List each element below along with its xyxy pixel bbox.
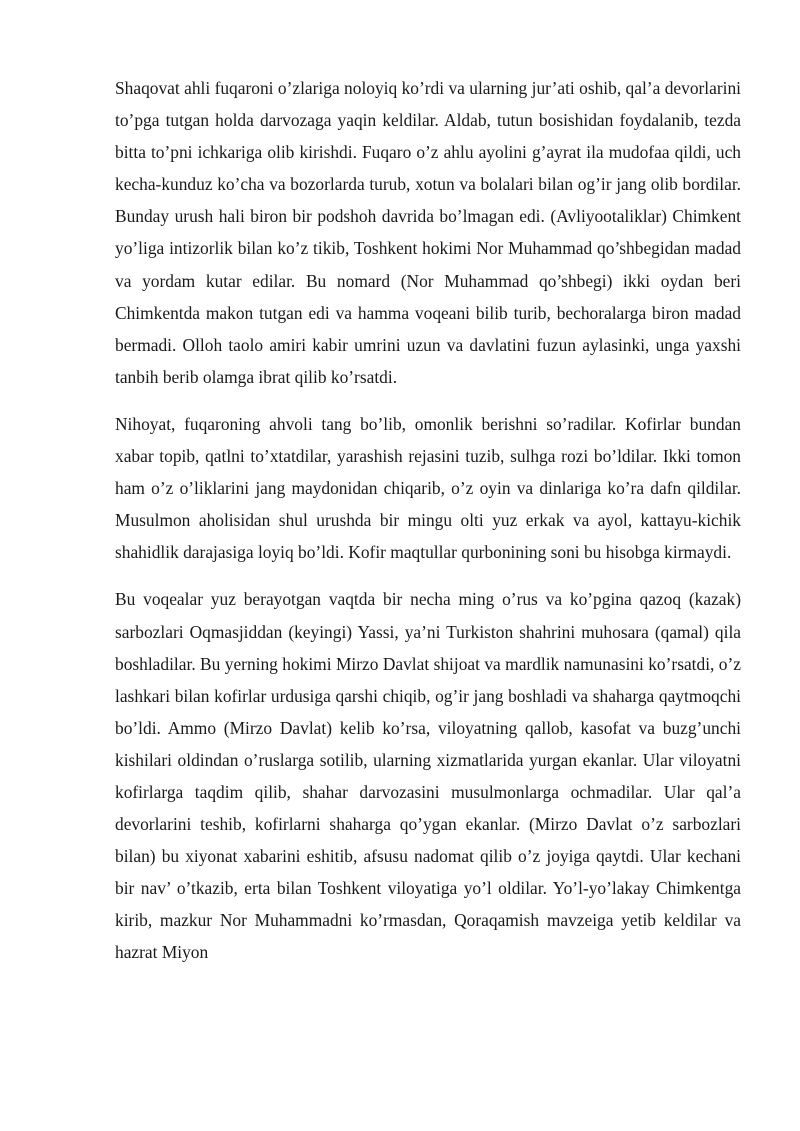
paragraph-1: Shaqovat ahli fuqaroni o’zlariga noloyiq ko’rdi va ularning jur’ati oshib, qal’a devorlarini to’pga tutgan holda darvozaga yaqin keldilar. Aldab, tutun bosishidan foydalanib, tezda bitta to’pni ichkariga olib kirishdi. Fuqaro o’z ahlu ayolini g’ayrat ila mudofaa qildi, uch kecha-kunduz ko’cha va bozorlarda turub, xotun va bolalari bilan og’ir jang olib bordilar. Bunday urush hali biron bir podshoh davrida bo’lmagan edi. (Avliyootaliklar) Chimkent yo’liga intizorlik bilan ko’z tikib, Toshkent hokimi Nor Muhammad qo’shbegidan madad va yordam kutar edilar. Bu nomard (Nor Muhammad qo’shbegi) ikki oydan beri Chimkentda makon tutgan edi va hamma voqeani bilib turib, bechoralarga biron madad bermadi. Olloh taolo amiri kabir umrini uzun va davlatini fuzun aylasinki, unga yaxshi tanbih berib olamga ibrat qilib ko’rsatdi. [115, 78, 741, 387]
paragraph-2: Nihoyat, fuqaroning ahvoli tang bo’lib, omonlik berishni so’radilar. Kofirlar bundan xabar topib, qatlni to’xtatdilar, yarashish rejasini tuzib, sulhga rozi bo’ldilar. Ikki tomon ham o’z o’liklarini jang maydonidan chiqarib, o’z oyin va dinlariga ko’ra dafn qildilar. Musulmon aholisidan shul urushda bir mingu olti yuz erkak va ayol, kattayu-kichik shahidlik darajasiga loyiq bo’ldi. Kofir maqtullar qurbonining soni bu hisobga kirmaydi. [115, 413, 741, 563]
document-body [115, 72, 741, 984]
paragraph-3: Bu voqealar yuz berayotgan vaqtda bir necha ming o’rus va ko’pgina qazoq (kazak) sarbozlari Oqmasjiddan (keyingi) Yassi, ya’ni Turkiston shahrini muhosara (qamal) qila boshladilar. Bu yerning hokimi Mirzo Davlat shijoat va mardlik namunasini ko’rsatdi, o’z lashkari bilan kofirlar urdusiga qarshi chiqib, og’ir jang boshladi va shaharga qaytmoqchi bo’ldi. Ammo (Mirzo Davlat) kelib ko’rsa, viloyatning qallob, kasofat va buzg’unchi kishilari oldindan o’ruslarga sotilib, ularning xizmatlarida yurgan ekanlar. Ular viloyatni kofirlarga taqdim qilib, shahar darvozasini musulmonlarga ochmadilar. Ular qal’a devorlarini teshib, kofirlarni shaharga qo’ygan ekanlar. (Mirzo Davlat o’z sarbozlari bilan) bu xiyonat xabarini eshitib, afsusu nadomat qilib o’z joyiga qaytdi. Ular kechani bir nav’ o’tkazib, erta bilan Toshkent viloyatiga yo’l oldilar. Yo’l-yo’lakay Chimkentga kirib, mazkur Nor Muhammadni ko’rmasdan, Qoraqamish mavzeiga yetib keldilar va hazrat Miyon [115, 589, 741, 963]
